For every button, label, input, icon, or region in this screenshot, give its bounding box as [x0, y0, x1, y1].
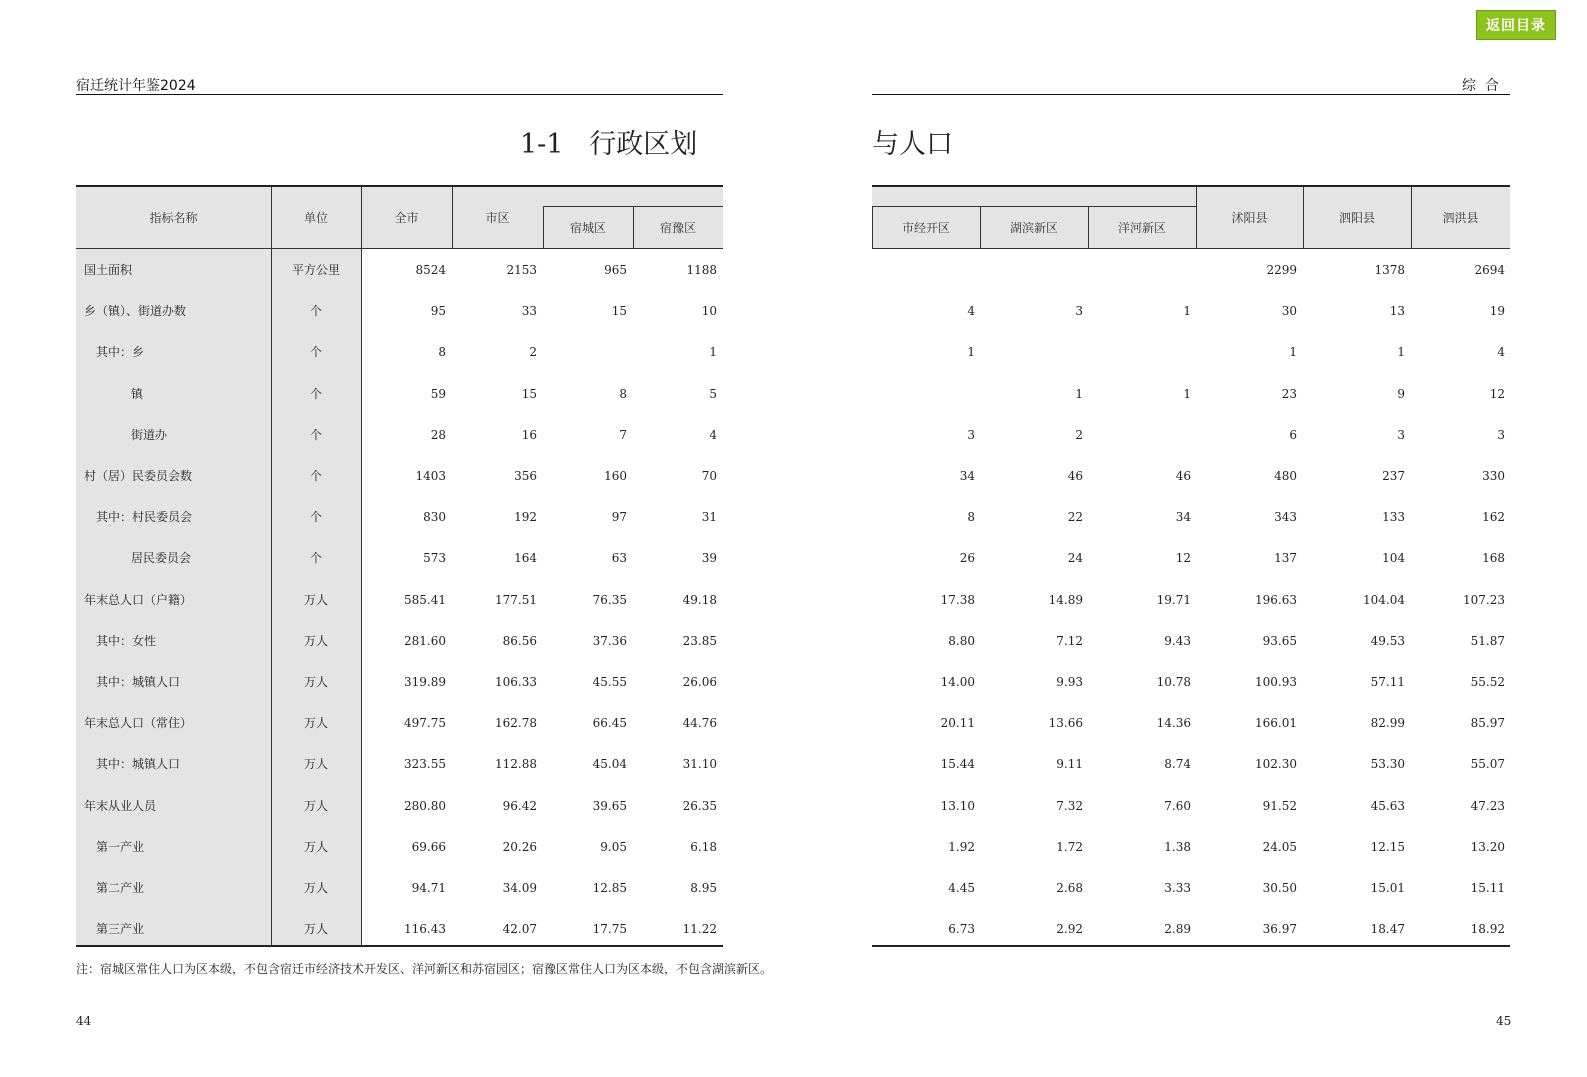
- table-cell: 37.36: [592, 634, 627, 648]
- table-cell: 15.11: [1470, 881, 1505, 895]
- table-cell: 22: [1067, 510, 1083, 524]
- table-cell: 46: [1067, 469, 1083, 483]
- table-cell: 4: [967, 304, 975, 318]
- table-cell: 15: [521, 387, 537, 401]
- table-cell: 137: [1274, 551, 1297, 565]
- table-cell: 112.88: [495, 757, 537, 771]
- table-cell: 8: [967, 510, 975, 524]
- table-cell: 34.09: [502, 881, 537, 895]
- table-cell: 97: [611, 510, 627, 524]
- table-cell: 1.38: [1164, 840, 1191, 854]
- row-unit: 平方公里: [291, 263, 340, 277]
- table-cell: 26: [959, 551, 975, 565]
- table-cell: 7: [619, 428, 627, 442]
- page-number-right: 45: [1496, 1014, 1512, 1028]
- table-cell: 100.93: [1255, 675, 1297, 689]
- table-cell: 31: [701, 510, 717, 524]
- table-cell: 8: [619, 387, 627, 401]
- row-unit: 个: [309, 428, 322, 442]
- row-unit: 个: [309, 304, 322, 318]
- row-label: 其中：女性: [96, 634, 157, 648]
- table-cell: 15.44: [940, 757, 975, 771]
- table-cell: 3: [967, 428, 975, 442]
- table-cell: 6: [1289, 428, 1297, 442]
- back-to-contents-button[interactable]: 返回目录: [1476, 10, 1556, 40]
- table-cell: 2694: [1474, 263, 1505, 277]
- table-cell: 82.99: [1370, 716, 1405, 730]
- row-unit: 万人: [303, 716, 328, 730]
- table-cell: 4.45: [948, 881, 975, 895]
- table-cell: 6.73: [948, 922, 975, 936]
- table-cell: 237: [1382, 469, 1405, 483]
- row-unit: 万人: [303, 634, 328, 648]
- table-cell: 14.89: [1048, 593, 1083, 607]
- table-cell: 280.80: [404, 799, 446, 813]
- table-cell: 96.42: [502, 799, 537, 813]
- row-unit: 万人: [303, 675, 328, 689]
- table-cell: 104: [1382, 551, 1405, 565]
- table-cell: 44.76: [682, 716, 717, 730]
- table-cell: 51.87: [1470, 634, 1505, 648]
- table-cell: 31.10: [682, 757, 717, 771]
- table-cell: 1.92: [948, 840, 975, 854]
- table-cell: 2.92: [1056, 922, 1083, 936]
- table-cell: 3: [1497, 428, 1505, 442]
- table-cell: 6.18: [690, 840, 717, 854]
- header-economic-zone: 市经开区: [901, 220, 950, 235]
- row-label: 镇: [131, 387, 144, 401]
- table-cell: 3: [1397, 428, 1405, 442]
- table-cell: 11.22: [682, 922, 717, 936]
- row-unit: 万人: [303, 840, 328, 854]
- table-cell: 28: [430, 428, 446, 442]
- table-cell: 1: [1289, 345, 1297, 359]
- header-bottom-rule-right: [872, 248, 1510, 249]
- table-cell: 94.71: [411, 881, 446, 895]
- table-cell: 15.01: [1370, 881, 1405, 895]
- table-cell: 2.68: [1056, 881, 1083, 895]
- running-header-left: 宿迁统计年鉴2024: [76, 78, 196, 94]
- table-cell: 46: [1175, 469, 1191, 483]
- row-label: 第二产业: [96, 881, 145, 895]
- table-cell: 34: [1175, 510, 1191, 524]
- row-label: 第三产业: [96, 922, 145, 936]
- table-cell: 166.01: [1255, 716, 1297, 730]
- table-cell: 8.95: [690, 881, 717, 895]
- table-cell: [1111, 332, 1191, 372]
- header-yanghe: 洋河新区: [1117, 220, 1166, 235]
- table-cell: 53.30: [1370, 757, 1405, 771]
- table-cell: 323.55: [404, 757, 446, 771]
- table-cell: 1: [1183, 304, 1191, 318]
- table-cell: 1.72: [1056, 840, 1083, 854]
- table-cell: 1403: [415, 469, 446, 483]
- table-cell: 13.66: [1048, 716, 1083, 730]
- table-cell: 497.75: [404, 716, 446, 730]
- row-label: 居民委员会: [131, 551, 192, 565]
- table-cell: 85.97: [1470, 716, 1505, 730]
- table-cell: 49.53: [1370, 634, 1405, 648]
- table-cell: 47.23: [1470, 799, 1505, 813]
- table-cell: 1: [709, 345, 717, 359]
- table-cell: 26.06: [682, 675, 717, 689]
- table-cell: 24.05: [1262, 840, 1297, 854]
- table-cell: [1003, 250, 1083, 290]
- table-cell: 13.10: [940, 799, 975, 813]
- table-cell: 39: [701, 551, 717, 565]
- table-cell: 2153: [506, 263, 537, 277]
- table-cell: [895, 250, 975, 290]
- header-shuyang: 沭阳县: [1231, 210, 1268, 225]
- row-label: 其中：城镇人口: [96, 675, 181, 689]
- header-hubin: 湖滨新区: [1009, 220, 1058, 235]
- table-cell: 7.12: [1056, 634, 1083, 648]
- table-cell: 30.50: [1262, 881, 1297, 895]
- running-header-right: 综 合: [1462, 78, 1499, 94]
- table-cell: 12: [1175, 551, 1191, 565]
- row-unit: 个: [309, 345, 322, 359]
- header-suyu: 宿豫区: [659, 220, 696, 235]
- table-cell: 168: [1482, 551, 1505, 565]
- row-unit: 万人: [303, 922, 328, 936]
- table-cell: 4: [1497, 345, 1505, 359]
- table-cell: 1188: [686, 263, 717, 277]
- table-cell: 8.80: [948, 634, 975, 648]
- table-cell: 18.92: [1470, 922, 1505, 936]
- table-cell: 2299: [1266, 263, 1297, 277]
- table-cell: 281.60: [404, 634, 446, 648]
- table-note: 注：宿城区常住人口为区本级，不包含宿迁市经济技术开发区、洋河新区和苏宿园区；宿豫区常住人口为区本级，不包含湖滨新区。: [76, 962, 773, 976]
- table-cell: 33: [521, 304, 537, 318]
- row-unit: 个: [309, 387, 322, 401]
- table-cell: 330: [1482, 469, 1505, 483]
- row-label: 村（居）民委员会数: [84, 469, 193, 483]
- table-cell: 9.05: [600, 840, 627, 854]
- table-cell: 343: [1274, 510, 1297, 524]
- table-cell: 585.41: [404, 593, 446, 607]
- row-unit: 万人: [303, 757, 328, 771]
- table-cell: 319.89: [404, 675, 446, 689]
- table-cell: 10: [701, 304, 717, 318]
- table-cell: 1: [1183, 387, 1191, 401]
- table-cell: 116.43: [404, 922, 446, 936]
- row-label: 其中：城镇人口: [96, 757, 181, 771]
- header-unit: 单位: [303, 210, 328, 225]
- header-siyang: 泗阳县: [1338, 210, 1375, 225]
- table-cell: 480: [1274, 469, 1297, 483]
- table-cell: [1111, 415, 1191, 455]
- table-cell: 8524: [415, 263, 446, 277]
- table-cell: 106.33: [495, 675, 537, 689]
- table-cell: [547, 332, 627, 372]
- table-cell: 20.11: [940, 716, 975, 730]
- row-unit: 万人: [303, 881, 328, 895]
- header-sihong: 泗洪县: [1442, 210, 1479, 225]
- table-cell: 164: [514, 551, 537, 565]
- page-number-left: 44: [76, 1014, 92, 1028]
- table-cell: 192: [514, 510, 537, 524]
- table-cell: [1111, 250, 1191, 290]
- table-cell: 26.35: [682, 799, 717, 813]
- row-unit: 个: [309, 551, 322, 565]
- table-cell: 2: [1075, 428, 1083, 442]
- table-cell: 14.36: [1156, 716, 1191, 730]
- table-cell: 9.11: [1056, 757, 1083, 771]
- row-label: 年末总人口（常住）: [84, 716, 193, 730]
- table-cell: 18.47: [1370, 922, 1405, 936]
- table-cell: 133: [1382, 510, 1405, 524]
- table-cell: 19: [1489, 304, 1505, 318]
- row-unit: 万人: [303, 799, 328, 813]
- table-cell: 13: [1389, 304, 1405, 318]
- table-cell: 45.55: [592, 675, 627, 689]
- table-cell: [1003, 332, 1083, 372]
- table-cell: 162.78: [495, 716, 537, 730]
- table-cell: 17.38: [940, 593, 975, 607]
- table-cell: 9: [1397, 387, 1405, 401]
- table-cell: 55.07: [1470, 757, 1505, 771]
- table-cell: 12.15: [1370, 840, 1405, 854]
- table-cell: 107.23: [1463, 593, 1505, 607]
- table-cell: 55.52: [1470, 675, 1505, 689]
- table-cell: 13.20: [1470, 840, 1505, 854]
- table-cell: 45.63: [1370, 799, 1405, 813]
- table-cell: 66.45: [592, 716, 627, 730]
- header-rule-left: [76, 94, 723, 95]
- table-cell: 7.60: [1164, 799, 1191, 813]
- table-title-left: 1-1 行政区划: [520, 129, 698, 160]
- table-cell: 34: [959, 469, 975, 483]
- table-cell: 10.78: [1156, 675, 1191, 689]
- table-cell: 45.04: [592, 757, 627, 771]
- table-cell: 20.26: [502, 840, 537, 854]
- table-cell: 15: [611, 304, 627, 318]
- table-cell: 830: [423, 510, 446, 524]
- table-cell: 177.51: [495, 593, 537, 607]
- header-city-total: 全市: [394, 210, 419, 225]
- table-cell: 17.75: [592, 922, 627, 936]
- header-bottom-rule-left: [76, 248, 723, 249]
- table-cell: 3.33: [1164, 881, 1191, 895]
- table-cell: 12.85: [592, 881, 627, 895]
- row-label: 乡（镇）、街道办数: [84, 304, 187, 318]
- row-unit: 个: [309, 469, 322, 483]
- row-label: 国土面积: [84, 263, 133, 277]
- table-cell: 9.43: [1164, 634, 1191, 648]
- table-cell: 59: [430, 387, 446, 401]
- row-label: 其中：乡: [96, 345, 145, 359]
- table-cell: 3: [1075, 304, 1083, 318]
- header-urban-district: 市区: [485, 210, 510, 225]
- table-cell: 8: [438, 345, 446, 359]
- table-cell: 9.93: [1056, 675, 1083, 689]
- row-unit: 万人: [303, 593, 328, 607]
- table-cell: 965: [604, 263, 627, 277]
- row-label: 年末从业人员: [84, 799, 157, 813]
- table-cell: 12: [1489, 387, 1505, 401]
- row-label: 年末总人口（户籍）: [84, 593, 193, 607]
- table-cell: 69.66: [411, 840, 446, 854]
- header-suchen: 宿城区: [569, 220, 606, 235]
- table-cell: 2: [529, 345, 537, 359]
- table-cell: 70: [701, 469, 717, 483]
- col-divider-unit: [361, 186, 362, 945]
- table-cell: 573: [423, 551, 446, 565]
- table-cell: 39.65: [592, 799, 627, 813]
- table-cell: 162: [1482, 510, 1505, 524]
- table-cell: 36.97: [1262, 922, 1297, 936]
- table-cell: 23.85: [682, 634, 717, 648]
- table-cell: 14.00: [940, 675, 975, 689]
- header-rule-right: [872, 94, 1510, 95]
- table-cell: 1378: [1374, 263, 1405, 277]
- row-label: 其中：村民委员会: [96, 510, 193, 524]
- table-cell: 356: [514, 469, 537, 483]
- table-cell: 91.52: [1262, 799, 1297, 813]
- table-cell: 1: [967, 345, 975, 359]
- table-cell: 95: [430, 304, 446, 318]
- table-cell: 24: [1067, 551, 1083, 565]
- row-label: 街道办: [131, 428, 168, 442]
- table-cell: 5: [709, 387, 717, 401]
- table-cell: 76.35: [592, 593, 627, 607]
- table-cell: 196.63: [1255, 593, 1297, 607]
- table-cell: 8.74: [1164, 757, 1191, 771]
- table-cell: 104.04: [1363, 593, 1405, 607]
- table-cell: 57.11: [1370, 675, 1405, 689]
- table-cell: [895, 374, 975, 414]
- table-cell: 160: [604, 469, 627, 483]
- table-title-right: 与人口: [872, 129, 953, 160]
- table-cell: 86.56: [502, 634, 537, 648]
- table-cell: 1: [1075, 387, 1083, 401]
- table-cell: 16: [521, 428, 537, 442]
- table-cell: 2.89: [1164, 922, 1191, 936]
- table-cell: 63: [611, 551, 627, 565]
- table-cell: 23: [1281, 387, 1297, 401]
- row-label: 第一产业: [96, 840, 145, 854]
- header-indicator-name: 指标名称: [149, 210, 198, 225]
- table-cell: 49.18: [682, 593, 717, 607]
- table-cell: 102.30: [1255, 757, 1297, 771]
- table-cell: 4: [709, 428, 717, 442]
- table-cell: 42.07: [502, 922, 537, 936]
- table-cell: 93.65: [1262, 634, 1297, 648]
- table-cell: 30: [1281, 304, 1297, 318]
- table-cell: 7.32: [1056, 799, 1083, 813]
- table-cell: 19.71: [1156, 593, 1191, 607]
- row-unit: 个: [309, 510, 322, 524]
- table-cell: 1: [1397, 345, 1405, 359]
